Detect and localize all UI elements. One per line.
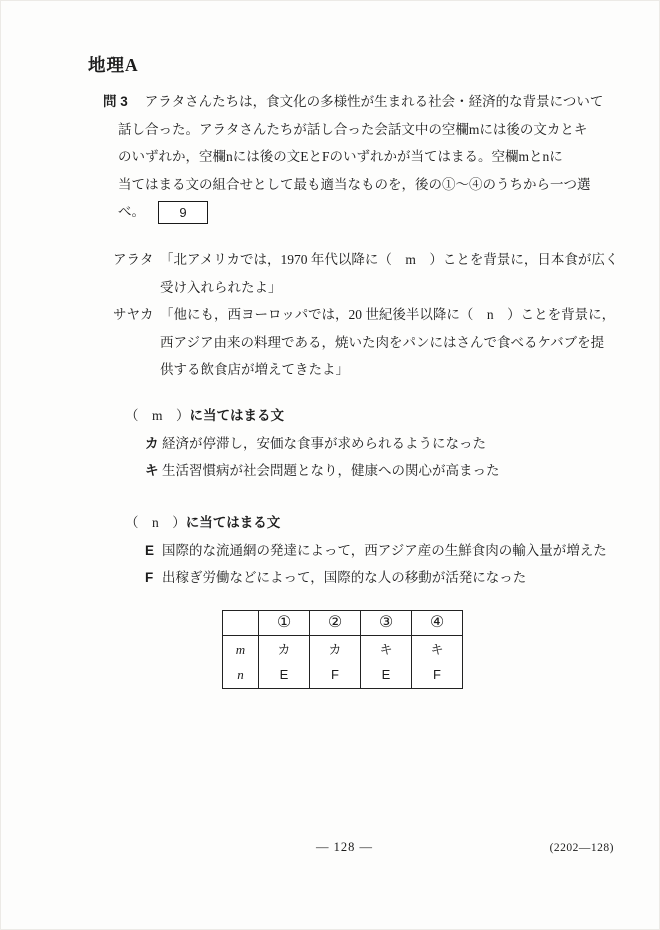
- table-body-row: [223, 636, 463, 689]
- dialog-line: 「他にも，西ヨーロッパでは，20 世紀後半以降に（ n ）ことを背景に，: [160, 307, 616, 322]
- question-line: 当てはまる文の組合せとして最も適当なものを，後の①～④のうちから一つ選: [118, 176, 591, 192]
- option-text: 出稼ぎ労働などによって，国際的な人の移動が活発になった: [162, 570, 527, 585]
- dialog-line: 受け入れられたよ」: [160, 279, 282, 295]
- question-line: [103, 88, 660, 116]
- question-block: [0, 88, 660, 226]
- question-line: 話し合った。アラタさんたちが話し合った会話文中の空欄mには後の文カとキ: [118, 121, 588, 137]
- table-col-choice-2: ②: [310, 611, 361, 636]
- option-header-suffix: に当てはまる文: [189, 408, 285, 423]
- dialog-text: [160, 301, 615, 384]
- placeholder-n: （ n ）: [125, 515, 186, 530]
- cell-n-value: F: [433, 667, 441, 682]
- dialog-arata: [113, 246, 660, 301]
- cell-m-value: カ: [277, 642, 291, 657]
- dialog-block: [0, 246, 660, 384]
- option-header-suffix: に当てはまる文: [185, 515, 281, 530]
- cell-n-value: F: [331, 667, 339, 682]
- question-number-label: 問 3: [103, 94, 128, 109]
- option-label: F: [145, 570, 154, 585]
- dialog-text: [160, 246, 618, 301]
- table-col-choice-1: ①: [259, 611, 310, 636]
- table-cell-choice-4: [412, 636, 463, 689]
- table-header-row: [223, 611, 463, 636]
- option-group-n: [0, 509, 660, 592]
- question-text: アラタさんたちは，食文化の多様性が生まれる社会・経済的な背景について: [144, 94, 604, 109]
- option-group-m-header: [125, 402, 660, 430]
- answer-number: 9: [179, 205, 187, 221]
- dialog-sayaka: [113, 301, 660, 384]
- option-label: キ: [145, 463, 159, 478]
- cell-m-value: カ: [328, 642, 342, 657]
- cell-n-value: E: [279, 667, 289, 682]
- option-ki: [145, 457, 660, 485]
- option-text: 経済が停滞し，安価な食事が求められるようになった: [162, 435, 486, 451]
- question-line: のいずれか，空欄nには後の文EとFのいずれかが当てはまる。空欄mとnに: [118, 149, 563, 164]
- cell-m-value: キ: [430, 642, 444, 657]
- answer-number-box: [158, 201, 208, 224]
- option-group-n-header: [125, 509, 660, 537]
- option-ka: [145, 430, 660, 458]
- page-footer: [0, 840, 660, 860]
- table-cell-choice-1: [259, 636, 310, 689]
- page-title: 地理A: [88, 55, 139, 75]
- option-label: E: [145, 542, 155, 558]
- document-code: (2202—128): [549, 842, 614, 854]
- cell-m-value: キ: [379, 642, 393, 657]
- option-label: カ: [145, 435, 159, 451]
- question-text: べ。: [118, 204, 145, 219]
- option-e: [145, 537, 660, 565]
- dialog-line: 「北アメリカでは，1970 年代以降に（ m ）ことを背景に，日本食が広く: [160, 252, 619, 267]
- speaker-name: サヤカ: [113, 307, 154, 322]
- table-cell-choice-3: [361, 636, 412, 689]
- option-text: 国際的な流通網の発達によって，西アジア産の生鮮食肉の輸入量が増えた: [162, 542, 607, 558]
- table-cell-choice-2: [310, 636, 361, 689]
- page-number: — 128 —: [316, 840, 373, 854]
- dialog-line: 西アジア由来の料理である，焼いた肉をパンにはさんで食べるケバブを提: [160, 334, 605, 350]
- answer-combination-table: [222, 610, 463, 689]
- option-text: 生活習慣病が社会問題となり，健康への関心が高まった: [162, 463, 500, 478]
- option-f: [145, 564, 660, 592]
- cell-n-value: E: [381, 667, 391, 682]
- dialog-line: 供する飲食店が増えてきたよ」: [160, 362, 349, 377]
- table-col-choice-4: ④: [412, 611, 463, 636]
- table-row-labels: [223, 636, 259, 689]
- row-label-m: m: [235, 642, 246, 657]
- table-corner-cell: [223, 611, 259, 636]
- option-group-m: [0, 402, 660, 485]
- question-line: [118, 198, 660, 226]
- placeholder-m: （ m ）: [125, 408, 190, 423]
- row-label-n: n: [237, 667, 244, 682]
- table-col-choice-3: ③: [361, 611, 412, 636]
- speaker-name: アラタ: [113, 252, 154, 267]
